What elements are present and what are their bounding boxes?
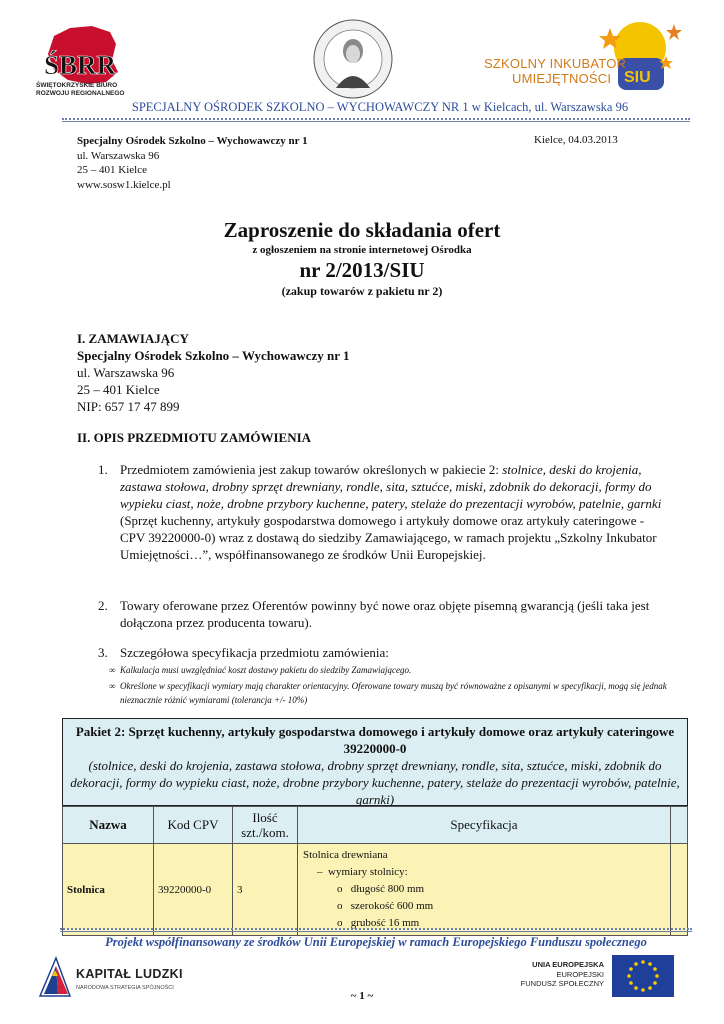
- row-spec: [298, 844, 671, 936]
- section-2-heading: II. OPIS PRZEDMIOTU ZAMÓWIENIA: [77, 430, 312, 445]
- spec-dim-thickness: grubość 16 mm: [350, 917, 420, 929]
- header-divider-solid: [62, 121, 690, 122]
- infinity-bullet-icon: ∞: [109, 681, 116, 691]
- sender-street: ul. Warszawska 96: [77, 149, 160, 162]
- circle-bullet-icon: o: [337, 917, 343, 929]
- ue-label-3: FUNDUSZ SPOŁECZNY: [520, 979, 604, 988]
- zamawiajacy-nip: NIP: 657 17 47 899: [77, 399, 180, 414]
- infinity-bullet-icon: ∞: [109, 665, 116, 675]
- document-number-note: (zakup towarów z pakietu nr 2): [281, 284, 443, 298]
- header-divider: [62, 118, 690, 120]
- header-specyfikacja: Specyfikacja: [298, 807, 671, 844]
- spec-dim-length: długość 800 mm: [350, 883, 425, 895]
- section-1-heading: I. ZAMAWIAJĄCY: [77, 331, 189, 346]
- school-header-line: SPECJALNY OŚRODEK SZKOLNO – WYCHOWAWCZY NR 1 w Kielcach, ul. Warszawska 96: [131, 100, 629, 114]
- row-name: Stolnica: [63, 844, 154, 936]
- table-header-row: [63, 807, 688, 844]
- circle-bullet-icon: o: [337, 900, 343, 912]
- footer-cofinancing-note: Projekt współfinansowany ze środków Unii Europejskiej w ramach Europejskiego Funduszu społecznego: [105, 935, 647, 949]
- ue-label-2: EUROPEJSKI: [556, 970, 604, 979]
- zamawiajacy-street: ul. Warszawska 96: [77, 365, 175, 380]
- kapital-ludzki-emblem-icon: [38, 956, 72, 998]
- page-number: ~ 1 ~: [350, 990, 374, 1002]
- header-ilosc: Ilość szt./kom.: [233, 807, 298, 844]
- kapital-ludzki-subtitle: NARODOWA STRATEGIA SPÓJNOŚCI: [76, 985, 174, 991]
- sender-www: www.sosw1.kielce.pl: [77, 178, 171, 191]
- pakiet-title: Pakiet 2: Sprzęt kuchenny, artykuły gospodarstwa domowego i artykuły domowe oraz artykuły cateringowe 39220000-0: [75, 724, 675, 756]
- dash-bullet-icon: –: [317, 866, 323, 878]
- zamawiajacy-city: 25 – 401 Kielce: [77, 382, 160, 397]
- document-subtitle: z ogłoszeniem na stronie internetowej Ośrodka: [252, 244, 472, 256]
- table-row: [63, 844, 688, 936]
- spec-sub: wymiary stolnicy:: [328, 866, 408, 878]
- zamawiajacy-name: Specjalny Ośrodek Szkolno – Wychowawczy nr 1: [77, 348, 350, 363]
- section-zamawiajacy: [77, 330, 350, 415]
- row-cpv: 39220000-0: [154, 844, 233, 936]
- header-nazwa: Nazwa: [63, 807, 154, 844]
- pakiet-box: [62, 718, 688, 806]
- header-kod-cpv: Kod CPV: [154, 807, 233, 844]
- patron-portrait-seal: [288, 18, 418, 100]
- ue-label-1: UNIA EUROPEJSKA: [532, 960, 604, 969]
- spec-title: Stolnica drewniana: [303, 849, 388, 861]
- circle-bullet-icon: o: [337, 883, 343, 895]
- document-number: nr 2/2013/SIU: [299, 258, 425, 282]
- document-title: Zaproszenie do składania ofert: [223, 218, 501, 242]
- pakiet-items: (stolnice, deski do krojenia, zastawa stołowa, drobny sprzęt drewniany, rondle, sita, sztućce, miski, zdobnik do dekoracji, formy do wypieku ciast, noże, drobne przybory kuchenne, patery, stelaże do prezentacji wyrobów, patelnie, garnki): [70, 758, 680, 807]
- sender-city: 25 – 401 Kielce: [77, 164, 147, 176]
- sbrr-logo-text: ŚBRR: [44, 50, 117, 80]
- specification-table: [62, 806, 688, 936]
- kapital-ludzki-title: KAPITAŁ LUDZKI: [76, 967, 183, 981]
- eu-flag-icon: [612, 955, 674, 997]
- incubator-caption: SZKOLNY INKUBATOR UMIEJĘTNOŚCI: [484, 56, 627, 86]
- sender-block: [77, 134, 308, 192]
- siu-badge: SIU: [624, 69, 651, 86]
- row-qty: 3: [233, 844, 298, 936]
- spec-dim-width: szerokość 600 mm: [350, 900, 434, 912]
- document-date: Kielce, 04.03.2013: [534, 134, 618, 146]
- sender-name: Specjalny Ośrodek Szkolno – Wychowawczy nr 1: [77, 135, 308, 147]
- footer-divider-solid: [60, 931, 692, 932]
- sbrr-caption: ŚWIĘTOKRZYSKIE BIURO ROZWOJU REGIONALNEGO: [36, 82, 125, 97]
- footer-divider: [60, 928, 692, 930]
